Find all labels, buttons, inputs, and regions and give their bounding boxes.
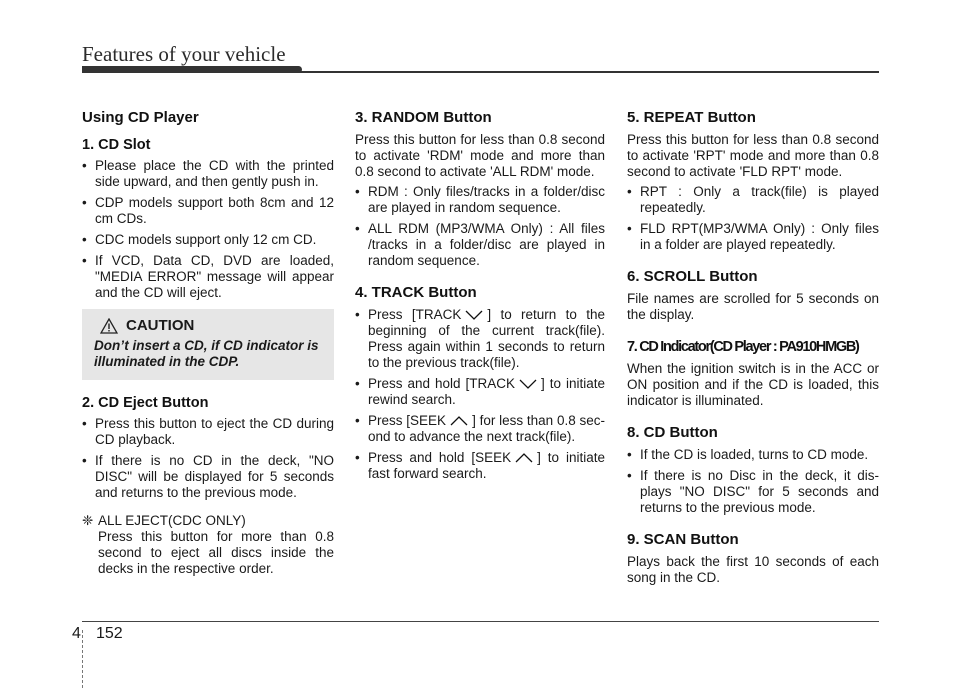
repeat-list bbox=[627, 184, 879, 253]
scan-description: Plays back the first 10 seconds of each song in the CD. bbox=[627, 554, 879, 585]
chapter-number: 4 bbox=[72, 625, 81, 642]
section-title-cd-indicator: 7. CD Indicator(CD Player : PA910HMGB) bbox=[627, 339, 859, 355]
page-header-title: Features of your vehicle bbox=[82, 42, 286, 66]
all-eject-note bbox=[82, 513, 334, 577]
list-item: • If the CD is loaded, turns to CD mode. bbox=[627, 447, 879, 463]
cd-slot-list bbox=[82, 158, 334, 301]
note-mark-icon: ❈ bbox=[82, 513, 94, 528]
random-list bbox=[355, 184, 605, 269]
list-item: • Please place the CD with the printed side upward, and then gently push in. bbox=[82, 158, 334, 190]
list-item: • RPT : Only a track(file) is played repeatedly. bbox=[627, 184, 879, 216]
header-rule bbox=[82, 71, 879, 73]
chevron-down-icon bbox=[519, 379, 537, 389]
list-item-text: Press [SEEK bbox=[368, 413, 447, 428]
list-item: • CDP models support both 8cm and 12 cm CDs. bbox=[82, 195, 334, 227]
section-title-scan: 9. SCAN Button bbox=[627, 531, 739, 548]
caution-title: CAUTION bbox=[126, 317, 195, 334]
warning-triangle-icon bbox=[100, 318, 118, 334]
caution-box bbox=[82, 309, 334, 380]
note-text: Press this button for more than 0.8 second to eject all discs inside the decks in the respective order. bbox=[98, 529, 334, 576]
note-title: ALL EJECT(CDC ONLY) bbox=[98, 513, 246, 528]
list-item: • RDM : Only files/tracks in a folder/disc are played in random sequence. bbox=[355, 184, 605, 216]
list-item: • FLD RPT(MP3/WMA Only) : Only files in a folder are played repeatedly. bbox=[627, 221, 879, 253]
list-item bbox=[355, 307, 605, 371]
footer-rule bbox=[82, 621, 879, 622]
random-description: Press this button for less than 0.8 second to activate 'RDM' mode and more than 0.8 second to activate 'ALL RDM' mode. bbox=[355, 132, 605, 179]
section-title-cd-slot: 1. CD Slot bbox=[82, 137, 151, 153]
footer-divider bbox=[82, 630, 83, 688]
track-list bbox=[355, 307, 605, 482]
section-title-random: 3. RANDOM Button bbox=[355, 109, 492, 126]
repeat-description: Press this button for less than 0.8 second to activate 'RPT' mode and more than 0.8 second to activate 'FLD RPT' mode. bbox=[627, 132, 879, 179]
list-item: • CDC models support only 12 cm CD. bbox=[82, 232, 334, 248]
column-1 bbox=[82, 108, 334, 577]
list-item-text: ] for less than 0.8 sec- ond to advance the next track(file). bbox=[368, 413, 606, 444]
list-item-text: ] to return to the beginning of the current track(file). Press again within 1 seconds to return to the previous track(file). bbox=[368, 307, 606, 370]
list-item: • Press this button to eject the CD during CD playback. bbox=[82, 416, 334, 448]
list-item-text: Press and hold [SEEK bbox=[368, 450, 512, 465]
list-item-text: ] to initiate rewind search. bbox=[368, 376, 605, 407]
section-title-cd-button: 8. CD Button bbox=[627, 424, 718, 441]
list-item: • If there is no CD in the deck, "NO DISC" will be displayed for 5 seconds and returns to the previous mode. bbox=[82, 453, 334, 501]
cd-indicator-description: When the ignition switch is in the ACC or ON position and if the CD is loaded, this indicator is illuminated. bbox=[627, 361, 879, 408]
cd-eject-list bbox=[82, 416, 334, 501]
list-item-text: Press [TRACK bbox=[368, 307, 462, 322]
list-item bbox=[355, 376, 605, 408]
cd-button-list bbox=[627, 447, 879, 516]
chevron-up-icon bbox=[450, 416, 468, 426]
section-title-cd-eject: 2. CD Eject Button bbox=[82, 395, 209, 411]
list-item: • If there is no Disc in the deck, it dis- plays "NO DISC" for 5 seconds and returns to the previous mode. bbox=[627, 468, 879, 516]
section-title-scroll: 6. SCROLL Button bbox=[627, 268, 758, 285]
list-item-text: Press and hold [TRACK bbox=[368, 376, 515, 391]
section-title-using-cd-player: Using CD Player bbox=[82, 109, 199, 126]
column-2 bbox=[355, 108, 605, 487]
chevron-down-icon bbox=[465, 310, 483, 320]
page-number: 152 bbox=[96, 625, 123, 642]
chevron-up-icon bbox=[515, 453, 533, 463]
column-3 bbox=[627, 108, 879, 590]
caution-text: Don’t insert a CD, if CD indicator is illuminated in the CDP. bbox=[94, 338, 319, 369]
list-item-text: ] to initiate fast forward search. bbox=[368, 450, 605, 481]
scroll-description: File names are scrolled for 5 seconds on the display. bbox=[627, 291, 879, 322]
list-item bbox=[355, 450, 605, 482]
list-item: • ALL RDM (MP3/WMA Only) : All files /tracks in a folder/disc are played in random sequence. bbox=[355, 221, 605, 269]
section-title-track: 4. TRACK Button bbox=[355, 284, 477, 301]
list-item: • If VCD, Data CD, DVD are loaded, "MEDIA ERROR" message will appear and the CD will eject. bbox=[82, 253, 334, 301]
list-item bbox=[355, 413, 605, 445]
section-title-repeat: 5. REPEAT Button bbox=[627, 109, 756, 126]
